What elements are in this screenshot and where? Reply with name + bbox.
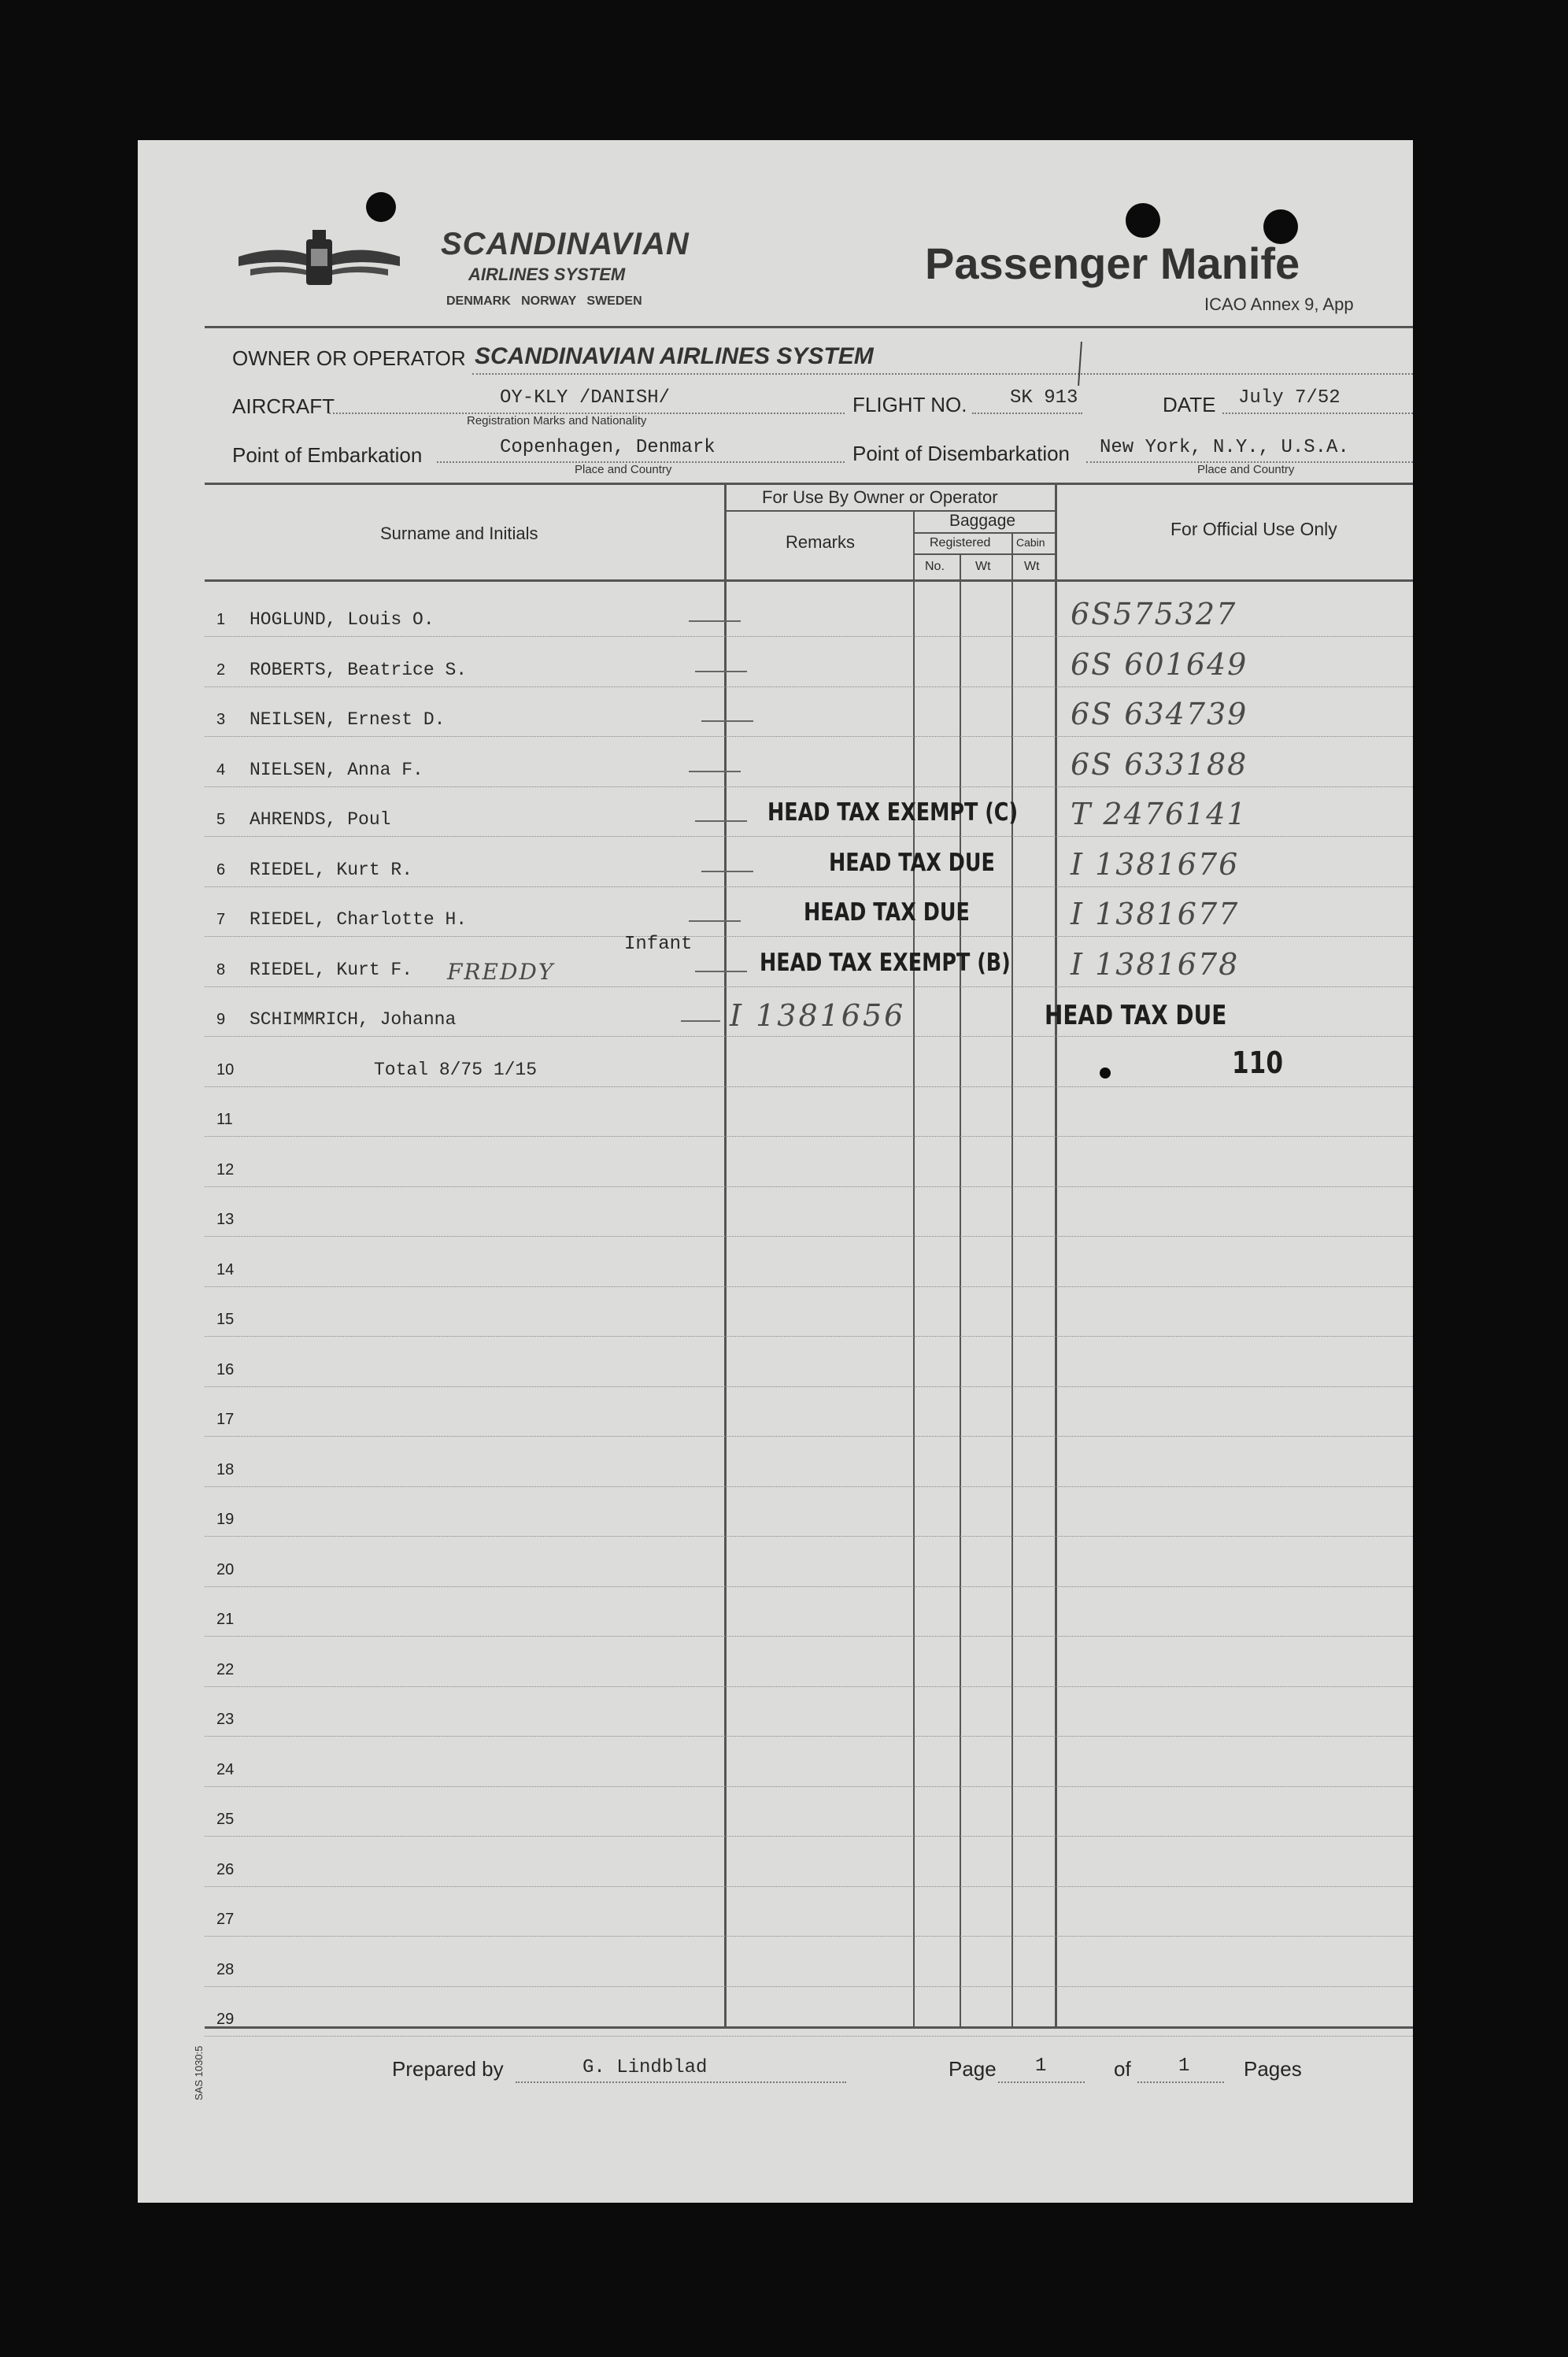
row-rule: [205, 1236, 1413, 1237]
row-number: 11: [216, 1111, 233, 1128]
embarkation-value: Copenhagen, Denmark: [500, 437, 716, 458]
row-number: 6: [216, 860, 226, 879]
header-rule: [205, 326, 1413, 328]
passenger-name: AHRENDS, Poul: [250, 809, 391, 830]
col-header-owner-group: For Use By Owner or Operator: [762, 487, 998, 507]
column-divider: [1055, 483, 1057, 2026]
date-line: [1222, 413, 1413, 414]
page-value: 1: [1035, 2055, 1047, 2077]
pen-dash: [681, 1020, 720, 1022]
col-header-cabin: Cabin: [1016, 536, 1045, 549]
col-header-no: No.: [925, 560, 945, 573]
baggage-rule: [913, 532, 1055, 534]
row-rule: [205, 1586, 1413, 1587]
col-header-remarks: Remarks: [786, 532, 856, 552]
official-handwritten-number: T 2476141: [1071, 797, 1248, 831]
pen-mark: [1078, 342, 1082, 386]
pen-dash: [689, 771, 741, 772]
official-handwritten-number: I 1381678: [1071, 946, 1240, 982]
table-bottom-rule: [205, 2026, 1413, 2029]
column-divider: [724, 483, 727, 2026]
row-number: 15: [216, 1311, 235, 1328]
row-number: 20: [216, 1560, 235, 1578]
row-rule: [205, 1986, 1413, 1987]
table-top-rule: [205, 483, 1413, 485]
owner-label: OWNER OR OPERATOR: [232, 346, 466, 370]
row-rule: [205, 1936, 1413, 1937]
row-number: 18: [216, 1460, 235, 1478]
row-rule: [205, 1036, 1413, 1037]
row-rule: [205, 786, 1413, 787]
handwritten-remark: I 1381656: [730, 998, 906, 1033]
row-number: 22: [216, 1660, 235, 1678]
row-rule: [205, 1786, 1413, 1787]
remark-stamp: HEAD TAX DUE: [829, 848, 995, 877]
official-stamp-total: 110: [1232, 1045, 1284, 1080]
row-number: 28: [216, 1960, 235, 1978]
remark-stamp: HEAD TAX EXEMPT (B): [760, 948, 1011, 977]
col-header-name: Surname and Initials: [380, 524, 538, 543]
row-number: 12: [216, 1160, 235, 1178]
embarkation-label: Point of Embarkation: [232, 443, 423, 467]
official-handwritten-number: 6S 633188: [1071, 746, 1248, 782]
punch-hole: [366, 192, 396, 222]
row-rule: [205, 1536, 1413, 1537]
col-header-wt: Wt: [975, 560, 991, 573]
passenger-name: RIEDEL, Kurt R.: [250, 859, 413, 880]
col-header-baggage: Baggage: [949, 512, 1016, 530]
date-value: July 7/52: [1238, 387, 1341, 409]
official-handwritten-number: I 1381677: [1071, 897, 1240, 931]
document-title: Passenger Manife: [925, 239, 1300, 288]
row-number: 29: [216, 2011, 235, 2028]
row-rule: [205, 1386, 1413, 1387]
official-handwritten-number: 6S575327: [1071, 597, 1237, 631]
passenger-name: Total 8/75 1/15: [374, 1059, 538, 1080]
icao-reference: ICAO Annex 9, App: [1204, 294, 1354, 314]
passenger-name: ROBERTS, Beatrice S.: [250, 659, 468, 680]
row-number: 17: [216, 1411, 235, 1428]
row-rule: [205, 636, 1413, 637]
prepared-by-label: Prepared by: [392, 2057, 504, 2081]
prepared-by-line: [516, 2081, 846, 2083]
official-stamp-head-tax: HEAD TAX DUE: [1045, 1000, 1227, 1031]
flight-label: FLIGHT NO.: [852, 393, 967, 416]
flight-line: [972, 413, 1082, 414]
row-rule: [205, 1286, 1413, 1287]
row-number: 26: [216, 1860, 235, 1878]
of-value: 1: [1178, 2055, 1190, 2077]
row-number: 10: [216, 1060, 235, 1079]
form-code: SAS 1030:5: [193, 2045, 205, 2100]
row-rule: [205, 1186, 1413, 1187]
passenger-name: SCHIMMRICH, Johanna: [250, 1009, 457, 1030]
row-number: 27: [216, 1911, 235, 1928]
aircraft-value: OY-KLY /DANISH/: [500, 387, 671, 409]
page-line: [998, 2081, 1085, 2083]
row-rule: [205, 1086, 1413, 1087]
page-label: Page: [949, 2057, 997, 2081]
row-rule: [205, 1636, 1413, 1637]
col-header-cabin-wt: Wt: [1024, 560, 1040, 573]
remark-stamp: HEAD TAX DUE: [804, 898, 970, 927]
row-rule: [205, 2036, 1413, 2037]
official-handwritten-number: 6S 601649: [1071, 646, 1248, 682]
row-rule: [205, 736, 1413, 737]
pen-dash: [701, 871, 753, 872]
row-rule: [205, 1736, 1413, 1737]
row-number: 23: [216, 1711, 235, 1728]
pen-dash: [695, 671, 747, 672]
row-number: 13: [216, 1211, 235, 1228]
airline-name: SCANDINAVIAN: [441, 227, 690, 261]
row-number: 1: [216, 611, 226, 628]
handwritten-name-addendum: FREDDY: [447, 959, 555, 985]
row-number: 9: [216, 1011, 226, 1028]
pages-label: Pages: [1244, 2057, 1302, 2081]
date-label: DATE: [1163, 393, 1216, 416]
aircraft-label: AIRCRAFT: [232, 394, 335, 418]
row-number: 21: [216, 1611, 235, 1628]
row-number: 8: [216, 960, 226, 979]
row-number: 24: [216, 1760, 235, 1778]
infant-note: Infant: [624, 934, 693, 955]
row-rule: [205, 986, 1413, 987]
aircraft-sublabel: Registration Marks and Nationality: [467, 414, 647, 427]
pen-dash: [689, 920, 741, 922]
column-divider: [1011, 532, 1013, 2026]
of-line: [1137, 2081, 1224, 2083]
row-rule: [205, 1486, 1413, 1487]
row-number: 5: [216, 811, 226, 828]
passenger-name: NIELSEN, Anna F.: [250, 759, 423, 780]
row-rule: [205, 686, 1413, 687]
row-rule: [205, 1686, 1413, 1687]
punch-hole: [1126, 203, 1160, 238]
passenger-name: RIEDEL, Charlotte H.: [250, 909, 468, 930]
row-rule: [205, 1436, 1413, 1437]
passenger-name: NEILSEN, Ernest D.: [250, 709, 446, 730]
row-rule: [205, 936, 1413, 937]
registered-rule: [913, 553, 1055, 555]
disembarkation-sublabel: Place and Country: [1197, 463, 1295, 476]
row-rule: [205, 1336, 1413, 1337]
row-number: 19: [216, 1511, 235, 1528]
official-handwritten-number: 6S 634739: [1071, 697, 1248, 731]
passenger-name: RIEDEL, Kurt F.: [250, 959, 413, 980]
passenger-name: HOGLUND, Louis O.: [250, 609, 435, 630]
column-divider: [960, 553, 961, 2026]
row-number: 4: [216, 760, 226, 779]
row-number: 14: [216, 1260, 235, 1278]
pen-dash: [695, 971, 747, 972]
column-divider: [913, 510, 915, 2026]
airline-countries: DENMARK NORWAY SWEDEN: [446, 294, 642, 308]
manifest-page: [138, 140, 1413, 2203]
disembarkation-value: New York, N.Y., U.S.A.: [1100, 437, 1349, 458]
pen-dash: [695, 820, 747, 822]
table-header-bottom-rule: [205, 579, 1413, 582]
row-rule: [205, 886, 1413, 887]
ink-dot: [1100, 1067, 1111, 1079]
official-handwritten-number: I 1381676: [1071, 846, 1240, 882]
pen-dash: [689, 620, 741, 622]
row-rule: [205, 1836, 1413, 1837]
owner-line: [472, 373, 1413, 375]
disembarkation-label: Point of Disembarkation: [852, 442, 1071, 465]
prepared-by-value: G. Lindblad: [582, 2057, 708, 2078]
row-number: 25: [216, 1811, 235, 1828]
embarkation-sublabel: Place and Country: [575, 463, 672, 476]
row-rule: [205, 1886, 1413, 1887]
row-number: 3: [216, 711, 226, 728]
row-rule: [205, 836, 1413, 837]
row-number: 16: [216, 1360, 235, 1378]
of-label: of: [1114, 2057, 1131, 2081]
flight-value: SK 913: [1010, 387, 1078, 409]
airline-subname: AIRLINES SYSTEM: [468, 265, 626, 284]
row-number: 7: [216, 911, 226, 928]
row-rule: [205, 1136, 1413, 1137]
col-header-registered: Registered: [930, 536, 991, 549]
sas-logo-icon: [231, 227, 408, 298]
remark-stamp: HEAD TAX EXEMPT (C): [767, 798, 1019, 827]
pen-dash: [701, 720, 753, 722]
col-header-official: For Official Use Only: [1170, 519, 1337, 539]
owner-value: SCANDINAVIAN AIRLINES SYSTEM: [475, 343, 874, 369]
row-number: 2: [216, 660, 226, 679]
